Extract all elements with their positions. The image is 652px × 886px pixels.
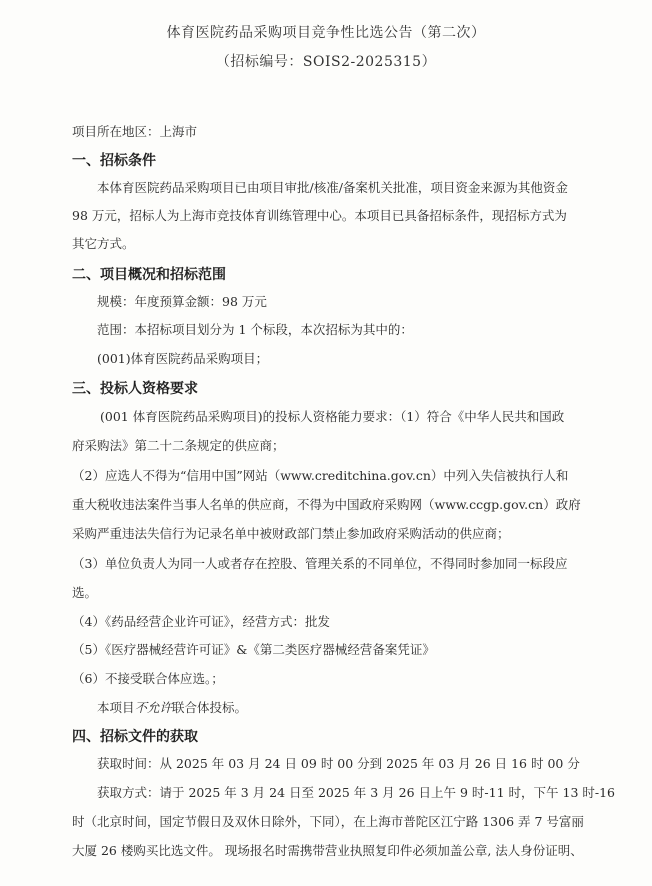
paragraph-line: （4）《药品经营企业许可证》，经营方式：批发 <box>72 614 330 629</box>
paragraph-line: 获取方式：请于 2025 年 3 月 24 日至 2025 年 3 月 26 日上午 9 时-11 时，下午 13 时-16 <box>97 785 616 800</box>
paragraph-line: (001 体育医院药品采购项目)的投标人资格能力要求：（1）符合《中华人民共和国政 <box>100 409 565 424</box>
paragraph-line: （2）应选人不得为“信用中国”网站（www.creditchina.gov.cn）中列入失信被执行人和 <box>72 468 569 483</box>
paragraph-line: 选。 <box>72 585 98 600</box>
paragraph-line: 采购严重违法失信行为记录名单中被财政部门禁止参加政府采购活动的供应商； <box>72 526 510 541</box>
section-heading-obtaining-documents: 四、招标文件的获取 <box>72 729 198 745</box>
paragraph-line: 规模：年度预算金额：98 万元 <box>97 294 267 309</box>
consortium-suffix: 联合体投标。 <box>172 700 248 715</box>
consortium-prefix: 本项目 <box>97 700 135 715</box>
paragraph-line: 大厦 26 楼购买比选文件。 现场报名时需携带营业执照复印件必须加盖公章, 法人身份证明、 <box>72 843 583 858</box>
bid-number: （招标编号：SOIS2-2025315） <box>215 54 437 70</box>
paragraph-line: （3）单位负责人为同一人或者存在控股、管理关系的不同单位，不得同时参加同一标段应 <box>72 556 568 571</box>
paragraph-line: 其它方式。 <box>72 236 135 251</box>
paragraph-line: 时（北京时间，国定节假日及双休日除外，下同），在上海市普陀区江宁路 1306 弄 7 号富丽 <box>72 814 584 829</box>
section-heading-overview-scope: 二、项目概况和招标范围 <box>72 267 226 283</box>
paragraph-line: (001)体育医院药品采购项目； <box>97 351 269 366</box>
consortium-statement <box>97 700 247 716</box>
paragraph-line: 获取时间：从 2025 年 03 月 24 日 09 时 00 分到 2025 年 03 月 26 日 16 时 00 分 <box>97 756 580 771</box>
paragraph-line: 98 万元，招标人为上海市竞技体育训练管理中心。本项目已具备招标条件，现招标方式为 <box>72 208 567 223</box>
consortium-emphasis: 不允许 <box>134 700 173 715</box>
document-title: 体育医院药品采购项目竞争性比选公告（第二次） <box>166 25 486 41</box>
paragraph-line: （5）《医疗器械经营许可证》&《第二类医疗器械经营备案凭证》 <box>72 642 435 657</box>
project-region: 项目所在地区：上海市 <box>72 124 198 139</box>
paragraph-line: 范围：本招标项目划分为 1 个标段，本次招标为其中的： <box>97 322 413 337</box>
section-heading-bidder-qualifications: 三、投标人资格要求 <box>72 381 198 397</box>
paragraph-line: 府采购法》第二十二条规定的供应商； <box>72 438 285 453</box>
paragraph-line: （6）不接受联合体应选。； <box>72 671 224 686</box>
paragraph-line: 重大税收违法案件当事人名单的供应商，不得为中国政府采购网（www.ccgp.gov.cn）政府 <box>72 497 581 512</box>
paragraph-line: 本体育医院药品采购项目已由项目审批/核准/备案机关批准，项目资金来源为其他资金 <box>97 180 568 195</box>
section-heading-bid-conditions: 一、招标条件 <box>72 153 156 169</box>
